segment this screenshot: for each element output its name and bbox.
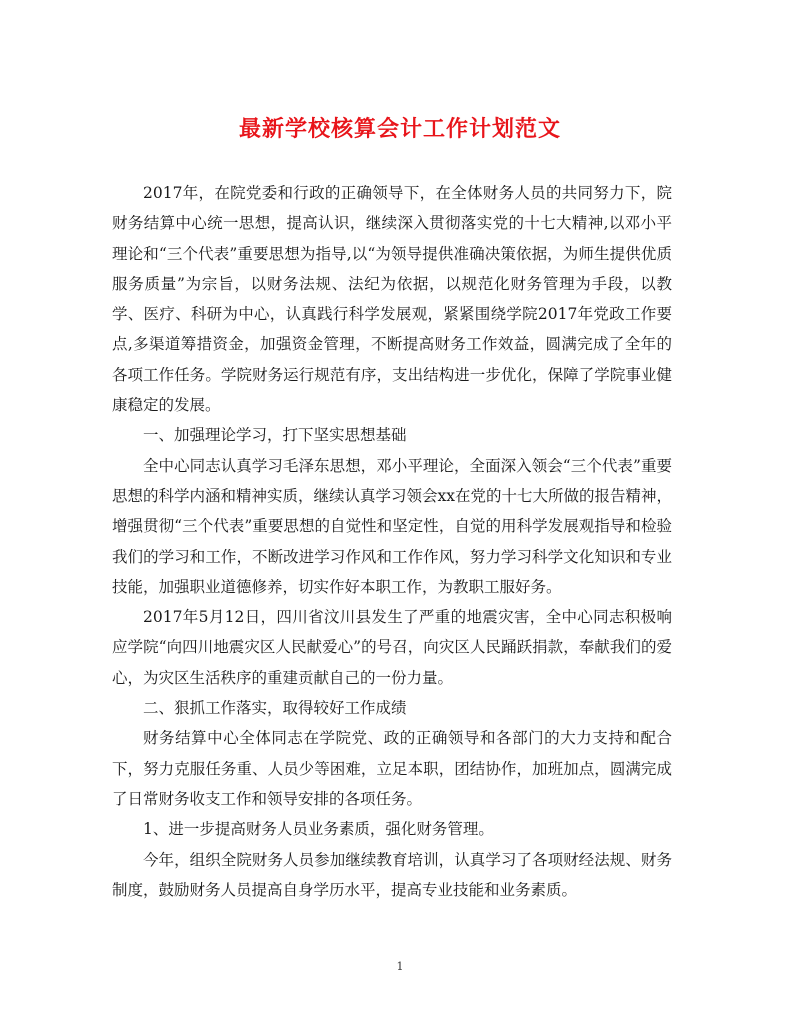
paragraph-theory-study: 全中心同志认真学习毛泽东思想，邓小平理论，全面深入领会“三个代表”重要思想的科学内涵和精神实质，继续认真学习领会xx在党的十七大所做的报告精神，增强贯彻“三个代表”重要思想的自觉性和坚定性，自觉的用科学发展观指导和检验我们的学习和工作，不断改进学习作风和工作作风，努力学习科学文化知识和专业技能，加强职业道德修养，切实作好本职工作，为教职工服好务。 bbox=[112, 456, 672, 596]
paragraph-training: 今年，组织全院财务人员参加继续教育培训，认真学习了各项财经法规、财务制度，鼓励财务人员提高自身学历水平，提高专业技能和业务素质。 bbox=[112, 850, 672, 899]
subsection-heading-1: 1、进一步提高财务人员业务素质，强化财务管理。 bbox=[143, 820, 494, 839]
section-heading-2: 二、狠抓工作落实，取得较好工作成绩 bbox=[143, 699, 407, 718]
paragraph-earthquake-donation: 2017年5月12日，四川省汶川县发生了严重的地震灾害，全中心同志积极响应学院“向四川地震灾区人民献爱心”的号召，向灾区人民踊跃捐款，奉献我们的爱心，为灾区生活秩序的重建贡献自己的一份力量。 bbox=[112, 608, 672, 687]
paragraph-intro: 2017年，在院党委和行政的正确领导下，在全体财务人员的共同努力下，院财务结算中心统一思想，提高认识，继续深入贯彻落实党的十七大精神,以邓小平理论和“三个代表”重要思想为指导,以“为领导提供准确决策依据，为师生提供优质服务质量”为宗旨，以财务法规、法纪为依据，以规范化财务管理为手段，以教学、医疗、科研为中心，认真践行科学发展观，紧紧围绕学院2017年党政工作要点,多渠道筹措资金，加强资金管理，不断提高财务工作效益，圆满完成了全年的各项工作任务。学院财务运行规范有序，支出结构进一步优化，保障了学院事业健康稳定的发展。 bbox=[112, 184, 672, 415]
paragraph-work-results: 财务结算中心全体同志在学院党、政的正确领导和各部门的大力支持和配合下，努力克服任务重、人员少等困难，立足本职，团结协作，加班加点，圆满完成了日常财务收支工作和领导安排的各项任务。 bbox=[112, 729, 672, 808]
document-body bbox=[112, 178, 672, 905]
page-number: 1 bbox=[396, 960, 404, 973]
section-heading-1: 一、加强理论学习，打下坚实思想基础 bbox=[143, 426, 407, 445]
document-title: 最新学校核算会计工作计划范文 bbox=[238, 116, 561, 142]
